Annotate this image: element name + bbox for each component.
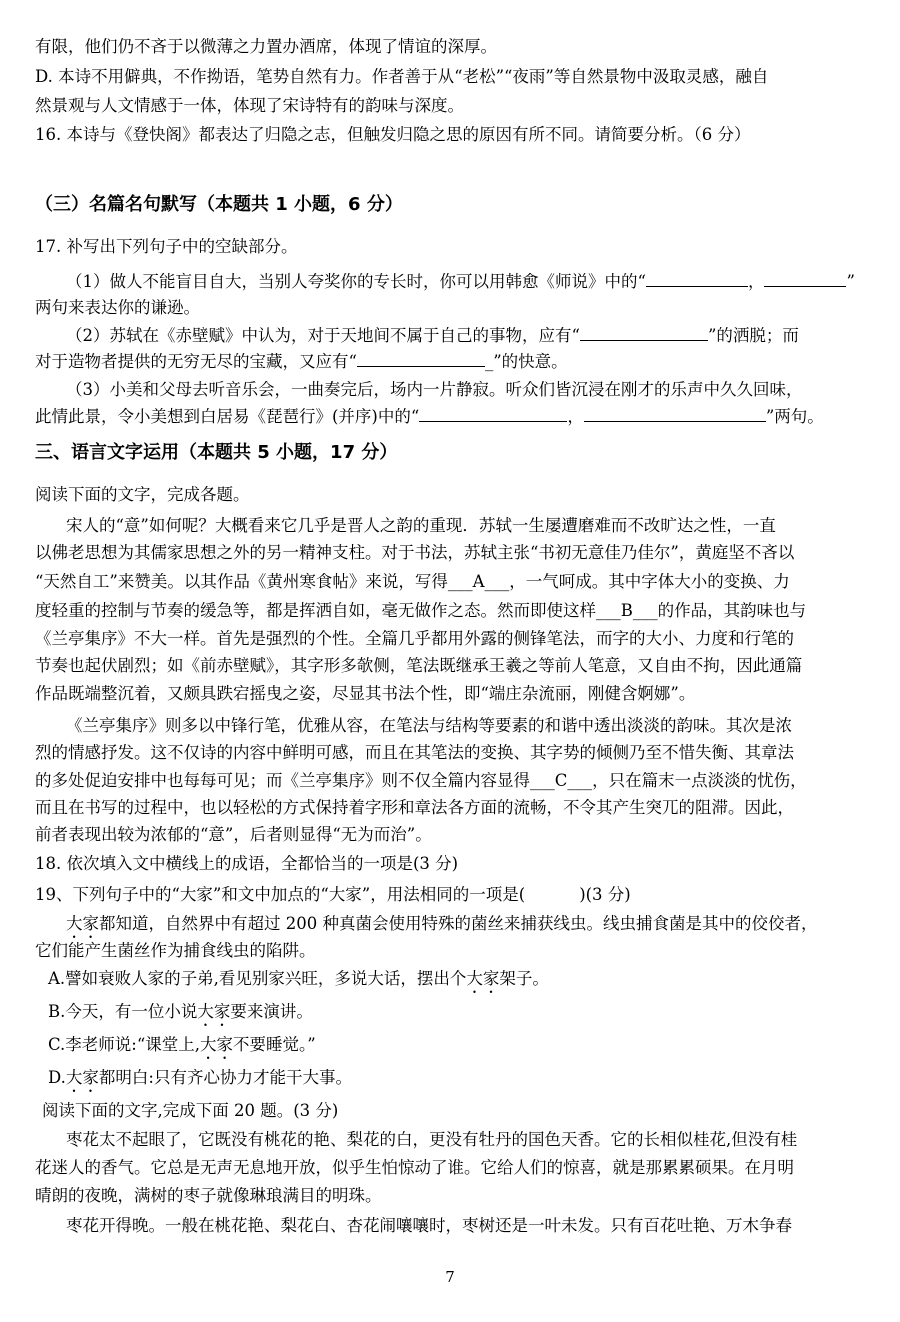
answer-blank[interactable]	[419, 406, 567, 422]
passage-line: 烈的情感抒发。这不仅诗的内容中鲜明可感，而且在其笔法的变换、其字势的倾侧乃至不惜失衡、其章法	[35, 743, 794, 762]
section-heading-language: 三、语言文字运用（本题共 5 小题，17 分）	[35, 442, 398, 463]
option-text: 要来演讲。	[230, 1002, 313, 1021]
q17-1-text: （1）做人不能盲目自大，当别人夸奖你的专长时，你可以用韩愈《师说》中的“	[66, 272, 646, 291]
passage-line: 枣花开得晚。一般在桃花艳、梨花白、杏花闹嚷嚷时，枣树还是一叶未发。只有百花吐艳、万木争春	[66, 1216, 792, 1235]
blank-a: ___A___	[447, 572, 510, 591]
reading-intro: 阅读下面的文字，完成各题。	[35, 485, 250, 504]
passage-line: 《兰亭集序》则多以中锋行笔，优雅从容，在笔法与结构等要素的和谐中透出淡淡的韵味。其次是浓	[66, 716, 792, 735]
q17-2-text: （2）苏轼在《赤壁赋》中认为，对于天地间不属于自己的事物，应有“	[66, 326, 580, 345]
answer-blank[interactable]	[584, 406, 766, 422]
dotted-word: 大家	[66, 914, 99, 933]
question-17: 17. 补写出下列句子中的空缺部分。	[35, 237, 298, 256]
answer-blank[interactable]	[357, 351, 485, 367]
option-text: D.	[48, 1068, 66, 1087]
q17-3-text-end: ”两句。	[765, 407, 824, 426]
q17-item-3: （3）小美和父母去听音乐会，一曲奏完后，场内一片静寂。听众们皆沉浸在刚才的乐声中久久回味，	[66, 380, 803, 399]
answer-blank[interactable]	[646, 271, 748, 287]
passage-line: 以佛老思想为其儒家思想之外的另一精神支柱。对于书法，苏轼主张“书初无意佳乃佳尔”，黄庭坚不吝以	[35, 543, 795, 562]
passage-text: ，一气呵成。其中字体大小的变换、力	[509, 572, 790, 591]
dotted-word: 大家	[197, 1002, 231, 1021]
q17-item-3-cont	[35, 406, 824, 428]
option-b[interactable]	[48, 1001, 313, 1030]
passage-line	[35, 571, 790, 593]
sentence-text: 都知道，自然界中有超过 200 种真菌会使用特殊的菌丝来捕获线虫。线虫捕食菌是其中的佼佼者，	[99, 914, 818, 933]
quote-close: ”	[846, 272, 855, 291]
passage-line	[35, 600, 806, 622]
blank-c: ___C___	[530, 771, 593, 790]
passage-line: 枣花太不起眼了，它既没有桃花的艳、梨花的白，更没有牡丹的国色天香。它的长相似桂花,但没有桂	[66, 1130, 798, 1149]
option-c[interactable]	[48, 1034, 316, 1063]
passage-line: 晴朗的夜晚，满树的枣子就像琳琅满目的明珠。	[35, 1186, 382, 1205]
option-text: C.李老师说:“课堂上,	[48, 1035, 201, 1054]
option-text: 不要睡觉。”	[233, 1035, 316, 1054]
page-number: 7	[445, 1268, 455, 1286]
question-19-text: 19、下列句子中的“大家”和文中加点的“大家”，用法相同的一项是(	[35, 885, 526, 904]
option-a[interactable]	[48, 968, 549, 997]
passage-line: 节奏也起伏剧烈；如《前赤壁赋》，其字形多欹侧，笔法既继承王羲之等前人笔意，又自由不拘，因此通篇	[35, 656, 803, 675]
q17-item-1	[66, 271, 855, 293]
passage-line: 而且在书写的过程中，也以轻松的方式保持着字形和章法各方面的流畅，不令其产生突兀的阻滞。因此，	[35, 798, 794, 817]
dotted-word: 大家	[65, 1068, 99, 1087]
dotted-word: 大家	[200, 1035, 234, 1054]
q17-2-text-d: _”的快意。	[484, 352, 568, 371]
passage-text: 的作品，其韵味也与	[657, 601, 807, 620]
question-16: 16. 本诗与《登快阁》都表达了归隐之志，但触发归隐之思的原因有所不同。请简要分析。（6 分）	[35, 125, 751, 144]
text-line: 然景观与人文情感于一体，体现了宋诗特有的韵味与深度。	[35, 96, 464, 115]
option-text: A.譬如衰败人家的子弟,看见别家兴旺，多说大话，摆出个	[48, 969, 467, 988]
option-d-line: D. 本诗不用僻典，不作拗语，笔势自然有力。作者善于从“老松”“夜雨”等自然景物中汲取灵感，融自	[35, 67, 769, 86]
q17-2-text-c: 对于造物者提供的无穷无尽的宝藏，又应有“	[35, 352, 357, 371]
passage-text: “天然自工”来赞美。以其作品《黄州寒食帖》来说，写得	[35, 572, 448, 591]
text-line: 有限，他们仍不吝于以微薄之力置办酒席，体现了情谊的深厚。	[35, 37, 497, 56]
q17-2-text-b: ”的洒脱；而	[707, 326, 799, 345]
passage-text: 度轻重的控制与节奏的缓急等，都是挥洒自如，毫无做作之态。然而即使这样	[35, 601, 596, 620]
passage-line: 前者表现出较为浓郁的“意”，后者则显得“无为而治”。	[35, 825, 432, 844]
passage-text: ，只在篇末一点淡淡的忧伤，	[592, 771, 807, 790]
reading-intro-20: 阅读下面的文字,完成下面 20 题。(3 分)	[42, 1101, 339, 1120]
option-text: 都明白:只有齐心协力才能干大事。	[98, 1068, 352, 1087]
dotted-word: 大家	[466, 969, 500, 988]
q19-sentence-cont: 它们能产生菌丝作为捕食线虫的陷阱。	[35, 941, 316, 960]
passage-text: 的多处促迫安排中也每每可见；而《兰亭集序》则不仅全篇内容显得	[35, 771, 530, 790]
question-19-score: )(3 分)	[579, 885, 631, 904]
passage-line: 《兰亭集序》不大一样。首先是强烈的个性。全篇几乎都用外露的侧锋笔法，而字的大小、力度和行笔的	[35, 629, 794, 648]
q17-item-1-cont: 两句来表达你的谦逊。	[35, 298, 200, 317]
passage-line: 作品既端整沉着，又颇具跌宕摇曳之姿，尽显其书法个性，即“端庄杂流丽，刚健含婀娜”。	[35, 684, 696, 703]
answer-blank[interactable]	[580, 325, 708, 341]
answer-blank[interactable]	[764, 271, 846, 287]
option-text: B.今天，有一位小说	[48, 1002, 198, 1021]
q17-3-text: 此情此景，令小美想到白居易《琵琶行》(并序)中的“	[35, 407, 420, 426]
question-19	[35, 884, 631, 906]
blank-b: ___B___	[596, 601, 658, 620]
comma: ，	[567, 407, 584, 426]
passage-line: 花迷人的香气。它总是无声无息地开放，似乎生怕惊动了谁。它给人们的惊喜，就是那累累硕果。在月明	[35, 1158, 794, 1177]
comma: ，	[747, 272, 765, 291]
passage-line	[35, 770, 807, 792]
option-d[interactable]	[48, 1067, 352, 1096]
q17-item-2	[66, 325, 799, 347]
passage-line: 宋人的“意”如何呢？大概看来它几乎是晋人之韵的重现．苏轼一生屡遭磨难而不改旷达之性，一直	[66, 516, 776, 535]
q19-sentence	[66, 913, 817, 942]
option-text: 架子。	[499, 969, 549, 988]
q17-item-2-cont	[35, 351, 568, 373]
section-heading-recitation: （三）名篇名句默写（本题共 1 小题，6 分）	[35, 194, 403, 215]
question-18: 18. 依次填入文中横线上的成语，全都恰当的一项是(3 分)	[35, 854, 459, 873]
